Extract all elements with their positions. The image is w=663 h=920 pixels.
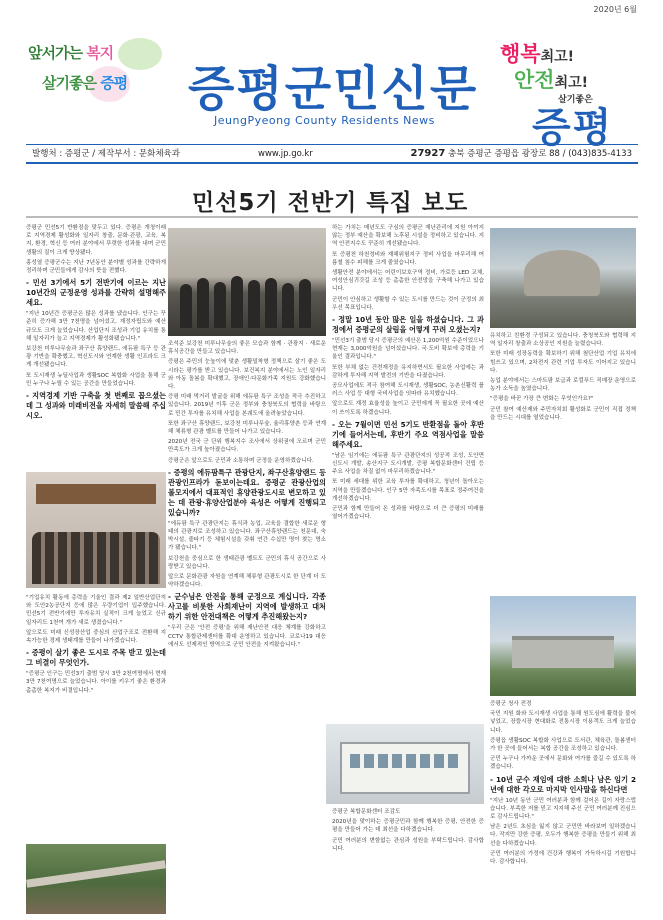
slogan-right-line-4: 증평	[532, 105, 614, 151]
address-info: 27927 충북 증평군 증평읍 광장로 88 / (043)835-4133	[410, 148, 632, 159]
paragraph: "지난 10년간 증평군은 많은 성과를 냈습니다. 인구는 꾸준히 증가해 3만 7천명을 넘어섰고, 재정자립도와 예산 규모도 크게 늘었습니다. 산업단지 조성과 기업 유치를 통해 일자리가 늘고 지역경제가 활성화됐습니다."	[26, 311, 166, 342]
article-photo-culture-center	[326, 724, 484, 804]
question-heading: - 민선 3기에서 5기 전반기에 이르는 지난 10년간의 군정운영 성과를 간략히 설명해주세요.	[26, 278, 166, 308]
photo-person	[265, 278, 277, 328]
question-heading: - 10년 군수 재임에 대한 소회나 남은 임기 2년에 대한 각오로 마지막 인사말을 하신다면	[490, 774, 636, 794]
article-column-1a	[26, 224, 166, 468]
paragraph: 증평군은 앞으로도 군민과 소통하며 군정을 운영하겠습니다.	[168, 457, 314, 464]
website-link[interactable]: www.jp.go.kr	[258, 149, 313, 159]
article-column-1b	[26, 594, 166, 840]
paragraph: 또한 부채 없는 건전재정을 유지하면서도 필요한 사업에는 과감하게 투자해 지역 발전의 기반을 다졌습니다.	[332, 364, 484, 379]
paragraph: "지난 10년 동안 군민 여러분과 함께 걸어온 길이 자랑스럽습니다. 부족한 저를 믿고 지지해 주신 군민 여러분께 진심으로 감사드립니다."	[490, 797, 636, 821]
paragraph: 또한 미래 성장동력을 확보하기 위해 첨단산업 기업 유치에 힘쓰고 있으며, 2차전지 관련 기업 투자도 이어지고 있습니다.	[490, 351, 636, 374]
photo-caption: 조석준 보강천 미루나무숲의 좋은 모습과 함께 · 관광지 · 새로운 휴식공간을 만들고 있습니다.	[168, 341, 326, 356]
paragraph: "증평군 인구는 민선3기 출범 당시 3만 2천여명에서 현재 3만 7천여명으로 늘었습니다. 아이를 키우기 좋은 환경과 촘촘한 복지가 비결입니다."	[26, 671, 166, 694]
question-heading: - 증평의 에듀팜특구 관광단지, 좌구산휴양랜드 등 관광인프라가 돋보이는데요. 증평군 관광산업의 볼모지에서 대표적인 휴양관광도시로 변모하고 있는 데 관광·휴양산업분야 육성은 어떻게 진행되고 있습니까?	[168, 467, 326, 517]
slogan-left-logo	[28, 36, 168, 116]
paragraph: "남은 임기에는 에듀팜 특구 관광단지의 성공적 조성, 도안면 신도시 개발, 송산지구 도시개발, 증평 복합문화센터 건립 등 주요 사업을 차질 없이 마무리하겠습니다."	[332, 452, 484, 476]
slogan-left-line-1: 앞서가는 복지	[28, 44, 114, 62]
publisher-info-bar	[26, 144, 638, 164]
paragraph: 군민과 함께 만들어 온 성과를 바탕으로 더 큰 증평의 미래를 열어가겠습니다.	[332, 506, 484, 521]
article-column-4a	[490, 332, 636, 592]
article-column-2	[168, 340, 326, 914]
photo-person	[180, 284, 192, 328]
article-column-3	[332, 224, 484, 720]
paragraph: 2020년 전국 군 단위 행복지수 조사에서 상위권에 오르며 군민 만족도가 크게 높아졌습니다.	[168, 439, 326, 454]
photo-person	[231, 276, 243, 328]
article-column-4b	[490, 700, 636, 914]
paragraph: 증평은 주민의 눈높이에 맞춘 생활밀착형 정책으로 살기 좋은 도시라는 평가를 받고 있습니다. 보건복지 분야에서는 노인 일자리와 아동 돌봄을 확대했고, 장애인·다문화가족 지원도 강화했습니다.	[168, 359, 326, 391]
photo-banner	[36, 484, 156, 504]
photo-bridge-deck	[26, 860, 166, 887]
paragraph: 군민 누구나 가까운 곳에서 문화와 여가를 즐길 수 있도록 하겠습니다.	[490, 756, 636, 771]
paragraph: 군민이 안심하고 생활할 수 있는 도시를 만드는 것이 군정의 최우선 목표입니다.	[332, 296, 484, 311]
paragraph: 또 도시재생 뉴딜사업과 생활SOC 복합화 사업을 통해 군민 누구나 누릴 수 있는 공간을 만들었습니다.	[26, 372, 166, 387]
photo-person	[282, 283, 294, 328]
question-heading: - 오는 7월이면 민선 5기도 반환점을 돌아 후반기에 들어서는데, 후반기 주요 역점사업을 말씀해주세요.	[332, 419, 484, 449]
article-column-3b	[332, 808, 484, 914]
paragraph: 앞으로도 미래 신성장산업 중심의 산업구조로 전환해 지속가능한 경제 생태계를 만들어 나가겠습니다.	[26, 629, 166, 645]
photo-person	[248, 280, 260, 328]
paragraph: 공모사업에도 적극 참여해 도시재생, 생활SOC, 농촌신활력 플러스 사업 등 대형 국비사업을 잇따라 유치했습니다.	[332, 383, 484, 398]
paragraph: 유치하고 친환경 구성되고 있습니다. 충청북도와 협력해 지역 일자리 창출과 소상공인 지원을 늘렸습니다.	[490, 333, 636, 348]
photo-crowd	[32, 532, 160, 584]
paragraph: "증평을 바꾼 가장 큰 변화는 무엇인가요?"	[490, 396, 594, 403]
article-photo-ceremony	[26, 472, 166, 588]
paragraph: 군민 여러분의 변함없는 관심과 성원을 부탁드립니다. 감사합니다.	[332, 837, 484, 852]
paragraph: 증평 미래 먹거리 발굴을 위해 에듀팜 특구 조성을 적극 추진하고 있습니다. 2019년 이후 군은 정부와 충청북도의 협력을 바탕으로 민간 투자를 유치해 사업을 본궤도에 올려놓았습니다.	[168, 394, 326, 417]
paragraph: 군민 참여 예산제와 주민자치회 활성화로 군민이 직접 정책을 만드는 시대를 열었습니다.	[490, 406, 636, 421]
slogan-right-logo	[500, 34, 650, 151]
question-heading: - 증평이 살기 좋은 도시로 주목 받고 있는데 그 비결이 무엇인가.	[26, 648, 166, 668]
photo-caption: 증평군 복합문화센터 조감도	[332, 809, 401, 815]
article-photo-county-hall	[490, 228, 636, 328]
paragraph: 앞으로도 재정 효율성을 높이고 군민에게 꼭 필요한 곳에 예산이 쓰이도록 하겠습니다.	[332, 401, 484, 416]
paragraph: 또한 좌구산 휴양랜드, 보강천 미루나무숲, 율리휴양촌 등과 연계해 체류형 관광 벨트를 만들어 나가고 있습니다.	[168, 420, 326, 436]
photo-windows	[350, 754, 460, 768]
article-photo-bridge	[26, 844, 166, 914]
paragraph: 국민 지원 화와 도시재생 사업을 통해 원도심에 활력을 불어넣었고, 장뜰시장 현대화로 전통시장 이용객도 크게 늘었습니다.	[490, 711, 636, 734]
paragraph: 보강천 미루나무숲과 좌구산 휴양랜드, 에듀팜 특구 등 관광 기반을 확충했고, 혁신도시와 연계한 생활 인프라도 크게 개선됐습니다.	[26, 346, 166, 369]
photo-people-group	[176, 268, 318, 328]
paragraph: "기업유치 활동에 총력을 기울인 결과 제2 일반산업단지와 도안2농공단지 등에 많은 우량기업이 입주했습니다. 민선5기 전반기에만 투자유치 실적이 크게 늘었고 신규 일자리도 1천여 개가 새로 생겼습니다."	[26, 595, 166, 626]
slogan-right-line-2: 안전최고!	[514, 68, 589, 92]
paragraph: 농업 분야에서는 스마트팜 보급과 로컬푸드 직매장 운영으로 농가 소득을 높였습니다.	[490, 378, 636, 393]
question-heading: - 지역경제 기반 구축을 첫 번째로 꼽으셨는데 그 성과와 미래비전을 자세히 말씀해 주십시오.	[26, 391, 166, 421]
paragraph: 증평군 민선5기 반환점을 맞두고 있다. 증평은 개청이래로 지역경제 활성화와 일자리 창출, 문화·관광, 교육, 복지, 환경, 혁신 등 여러 분야에서 뚜렷한 성과를 내며 군민 생활의 질이 크게 향상됐다.	[26, 225, 166, 256]
paragraph: 홍성열 증평군수는 지난 7년동안 분야별 성과를 간략하게 정리하며 군민들에게 감사의 뜻을 전했다.	[26, 259, 166, 275]
paragraph: 또 미래 세대를 위한 교육 투자를 확대하고, 청년이 돌아오는 지역을 만들겠습니다. 인구 5만 자족도시를 목표로 정주여건을 개선하겠습니다.	[332, 479, 484, 502]
paragraph: "에듀팜 특구 관광단지는 휴식과 농업, 교육을 결합한 새로운 형태의 관광지로 조성하고 있습니다. 좌구산휴양랜드는 천문대, 숙박시설, 줄타기 등 체험시설을 갖춰 연간 수십만 명이 찾는 명소가 됐습니다."	[168, 520, 326, 552]
photo-building	[512, 636, 614, 668]
slogan-left-line-2: 살기좋은 증평	[42, 74, 128, 92]
article-photo-officials	[168, 228, 326, 336]
paragraph: 보강천을 중심으로 한 생태관광 벨트도 군민의 휴식 공간으로 사랑받고 있습니다.	[168, 555, 326, 570]
newspaper-subtitle: JeungPyeong County Residents News	[214, 114, 435, 127]
paragraph: 증평읍 생활SOC 복합화 사업으로 도서관, 체육관, 돌봄센터가 한 곳에 들어서는 복합 공간을 조성하고 있습니다.	[490, 737, 636, 753]
feature-headline: 민선5기 전반기 특집 보도	[192, 190, 469, 216]
paragraph: 하는 가치는 매년도도 구심의 증평군 재난관리에 지원 아끼지 않는 정부 예산을 확보해 노후된 시설을 정비하고 있습니다. 지역 안전지수도 꾸준히 개선됐습니다.	[332, 225, 484, 248]
paragraph: 또 증평천 하천정비와 재해위험지구 정비 사업을 마무리해 여름철 침수 피해를 크게 줄였습니다.	[332, 251, 484, 266]
slogan-right-line-3: 살기좋은	[558, 95, 593, 105]
question-heading: - 군수님은 안전을 통해 군정으로 계십니다. 각종 사고를 비롯한 사회재난이 지역에 발생하고 대처하기 위한 안전대책은 어떻게 추진해왔는지?	[168, 592, 326, 622]
feature-headline-area	[26, 184, 638, 214]
headline-divider	[26, 216, 638, 218]
paragraph: 생활안전 분야에서는 어린이보호구역 정비, 가로등 LED 교체, 여성안심귀갓길 조성 등 촘촘한 안전망을 구축해 나가고 있습니다.	[332, 270, 484, 293]
paragraph: "우리 군은 '안전 증평'을 위해 재난안전 대응 체계를 강화하고 CCTV 통합관제센터를 확대 운영하고 있습니다. 코로나19 대응에서도 선제적인 방역으로 군민 안전을 지켜왔습니다."	[168, 625, 326, 648]
question-heading: - 정말 10년 동안 많은 일을 하셨습니다. 그 과정에서 증평군의 살림을 어떻게 꾸려 오셨는지?	[332, 315, 484, 335]
issue-date: 2020년 6월	[593, 5, 637, 14]
photo-building	[340, 742, 470, 794]
slogan-right-line-1: 행복최고!	[500, 42, 575, 66]
paragraph: 남은 2년도 초심을 잃지 않고 군민만 바라보며 일하겠습니다. 작지만 강한 증평, 모두가 행복한 증평을 만들기 위해 최선을 다하겠습니다.	[490, 824, 636, 847]
paragraph: 2020년을 맞이하는 증평군민과 함께 행복한 증평, 안전한 증평을 만들어 가는 데 최선을 다하겠습니다.	[332, 819, 484, 834]
photo-person	[197, 278, 209, 328]
photo-person	[299, 279, 311, 328]
photo-caption: 증평군 청사 전경	[490, 701, 532, 707]
paragraph: "민선3기 출범 당시 증평군의 예산은 1,200억원 수준이었으나 현재는 3,000억원을 넘어섰습니다. 국·도비 확보에 총력을 기울인 결과입니다."	[332, 338, 484, 361]
article-photo-sports-hall	[490, 596, 636, 696]
publisher-info: 발행처 : 증평군 / 제작부서 : 문화체육과	[32, 149, 180, 159]
paragraph: 군민 여러분의 가정에 건강과 행복이 가득하시길 기원합니다. 감사합니다.	[490, 850, 636, 866]
photo-building	[524, 250, 600, 296]
newspaper-title: 증평군민신문	[188, 61, 479, 117]
slogan-decoration-circle	[118, 38, 162, 70]
masthead	[0, 14, 663, 151]
paragraph: 앞으로 문화관광 자원을 연계해 체류형 관광도시로 한 단계 더 도약하겠습니다.	[168, 574, 326, 589]
photo-person	[214, 282, 226, 328]
